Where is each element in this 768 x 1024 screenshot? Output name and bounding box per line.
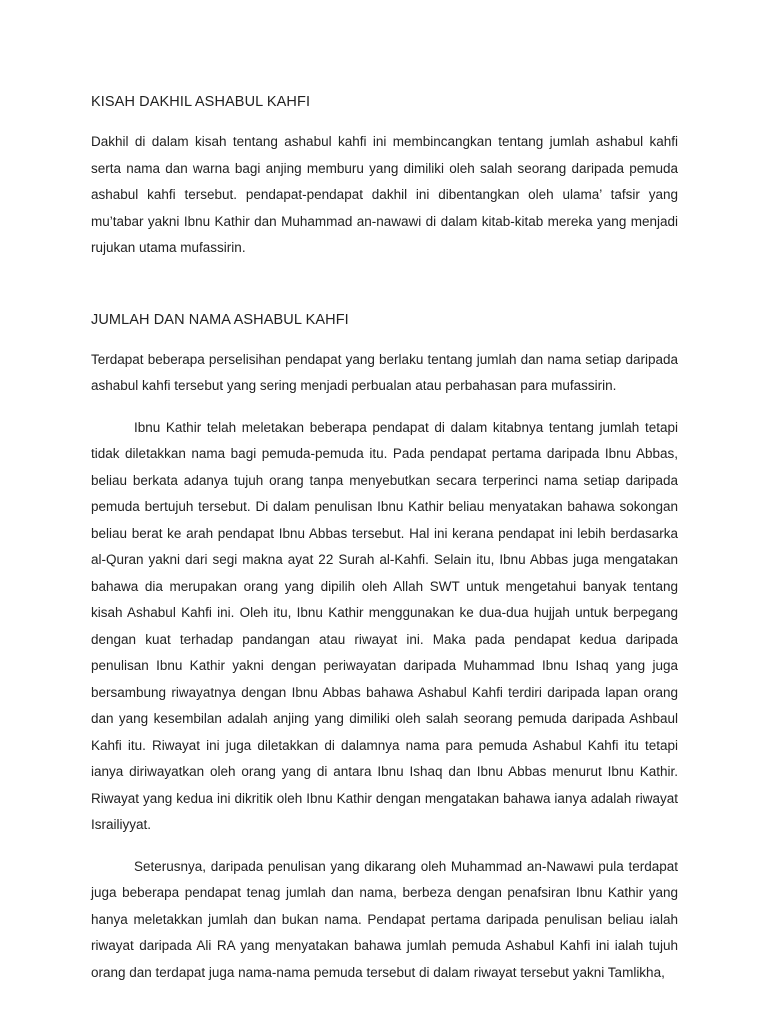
document-body [91,88,678,986]
paragraph-ibnu-kathir: Ibnu Kathir telah meletakan beberapa pendapat di dalam kitabnya tentang jumlah tetapi tidak diletakkan nama bagi pemuda-pemuda itu. Pada pendapat pertama daripada Ibnu Abbas, beliau berkata adanya tujuh orang tanpa menyebutkan secara terperinci nama setiap daripada pemuda bertujuh tersebut. Di dalam penulisan Ibnu Kathir beliau menyatakan bahawa sokongan beliau berat ke arah pendapat Ibnu Abbas tersebut. Hal ini kerana pendapat ini lebih berdasarka al-Quran yakni dari segi makna ayat 22 Surah al-Kahfi. Selain itu, Ibnu Abbas juga mengatakan bahawa dia merupakan orang yang dipilih oleh Allah SWT untuk mengetahui banyak tentang kisah Ashabul Kahfi ini. Oleh itu, Ibnu Kathir menggunakan ke dua-dua hujjah untuk berpegang dengan kuat terhadap pandangan atau riwayat ini. Maka pada pendapat kedua daripada penulisan Ibnu Kathir yakni dengan periwayatan daripada Muhammad Ibnu Ishaq yang juga bersambung riwayatnya dengan Ibnu Abbas bahawa Ashabul Kahfi terdiri daripada lapan orang dan yang kesembilan adalah anjing yang dimiliki oleh salah seorang pemuda daripada Ashbaul Kahfi itu. Riwayat ini juga diletakkan di dalamnya nama para pemuda Ashabul Kahfi itu tetapi ianya diriwayatkan oleh orang yang di antara Ibnu Ishaq dan Ibnu Abbas menurut Ibnu Kathir. Riwayat yang kedua ini dikritik oleh Ibnu Kathir dengan mengatakan bahawa ianya adalah riwayat Israiliyyat. [91,419,678,832]
section-heading-kisah-dakhil: KISAH DAKHIL ASHABUL KAHFI [91,94,311,110]
paragraph-perselisihan: Terdapat beberapa perselisihan pendapat yang berlaku tentang jumlah dan nama setiap daripada ashabul kahfi tersebut yang sering menjadi perbualan atau perbahasan para mufassirin. [91,351,678,393]
paragraph-intro: Dakhil di dalam kisah tentang ashabul kahfi ini membincangkan tentang jumlah ashabul kahfi serta nama dan warna bagi anjing memburu yang dimiliki oleh salah seorang daripada pemuda ashabul kahfi tersebut. pendapat-pendapat dakhil ini dibentangkan oleh ulama’ tafsir yang mu’tabar yakni Ibnu Kathir dan Muhammad an-nawawi di dalam kitab-kitab mereka yang menjadi rujukan utama mufassirin. [91,134,678,255]
section-heading-jumlah-dan-nama: JUMLAH DAN NAMA ASHABUL KAHFI [91,311,349,328]
paragraph-an-nawawi: Seterusnya, daripada penulisan yang dikarang oleh Muhammad an-Nawawi pula terdapat juga beberapa pendapat tenag jumlah dan nama, berbeza dengan penafsiran Ibnu Kathir yang hanya meletakkan jumlah dan bukan nama. Pendapat pertama daripada penulisan beliau ialah riwayat daripada Ali RA yang menyatakan bahawa jumlah pemuda Ashabul Kahfi ini ialah tujuh orang dan terdapat juga nama-nama pemuda tersebut di dalam riwayat tersebut yakni Tamlikha, [91,858,678,980]
